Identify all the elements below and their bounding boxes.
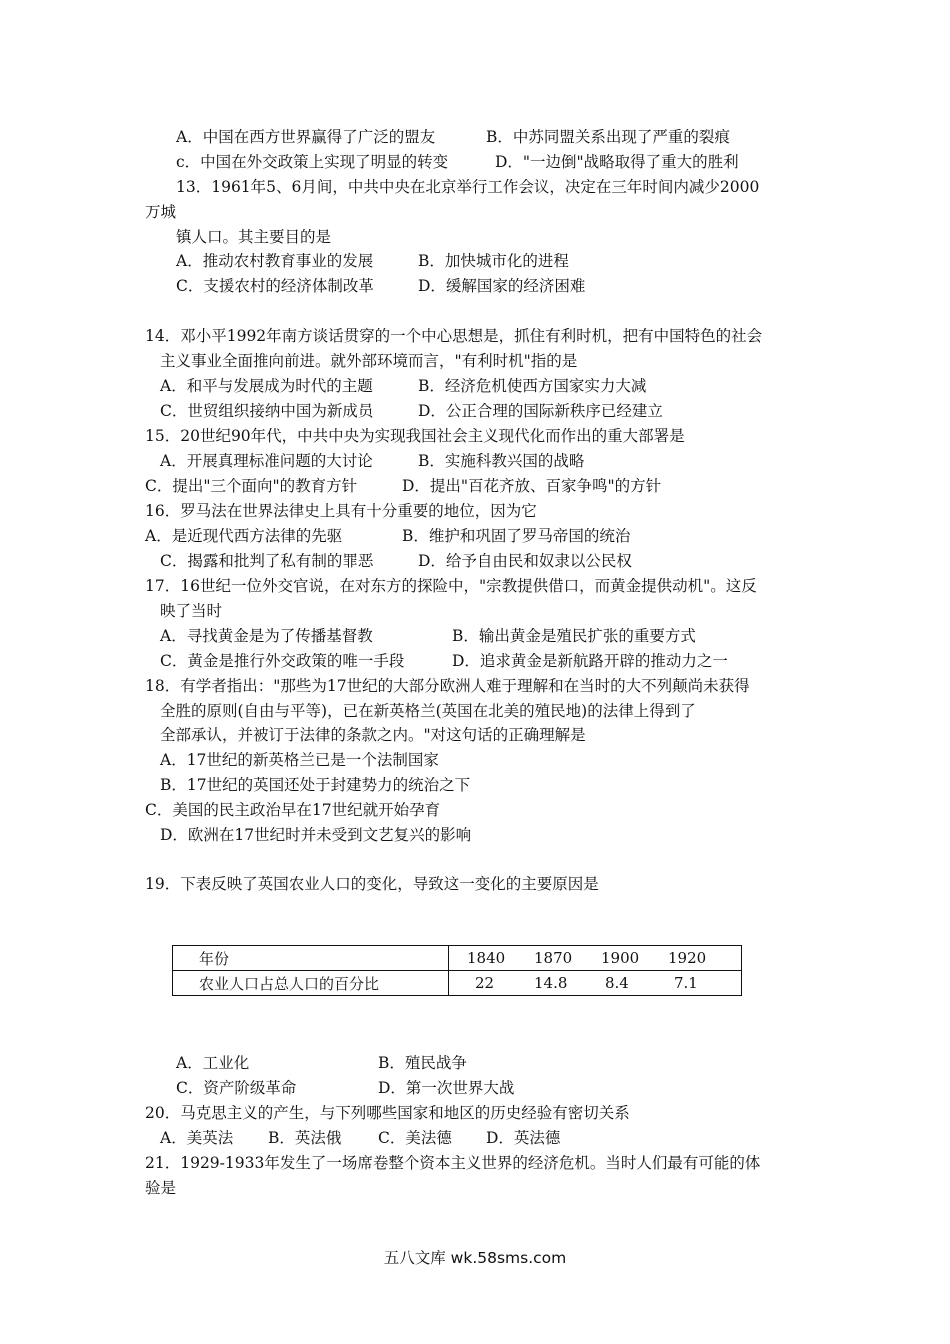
q16-stem-line-1: 16．罗马法在世界法律史上具有十分重要的地位，因为它 [145,502,537,520]
table-years-cell [449,946,742,971]
q17-option-d: D．追求黄金是新航路开辟的推动力之一 [452,652,728,670]
table-row-label: 农业人口占总人口的百分比 [173,971,449,996]
value-cell: 22 [475,974,495,992]
q14-stem-line-2: 主义事业全面推向前进。就外部环境而言，"有利时机"指的是 [160,352,578,370]
q14-stem-line-1: 14．邓小平1992年南方谈话贯穿的一个中心思想是，抓住有利时机，把有中国特色的社会 [145,327,763,345]
q20-option-c: C．美法德 [378,1129,452,1147]
q15-option-a: A．开展真理标准问题的大讨论 [160,452,373,470]
q13-option-b: B．加快城市化的进程 [418,252,569,270]
year-cell: 1900 [601,949,640,967]
year-cell: 1870 [534,949,573,967]
q13-stem-line-2: 万城 [145,203,177,221]
q21-stem-line-2: 验是 [145,1179,177,1197]
q14-option-c: C．世贸组织接纳中国为新成员 [160,402,374,420]
q15-option-d: D．提出"百花齐放、百家争鸣"的方针 [402,477,662,495]
q12-option-d: D．"一边倒"战略取得了重大的胜利 [495,153,739,171]
q18-option-b: B．17世纪的英国还处于封建势力的统治之下 [160,776,471,794]
q13-stem-line-3: 镇人口。其主要目的是 [176,228,332,246]
q20-option-b: B．英法俄 [268,1129,342,1147]
q18-stem-line-2: 全胜的原则(自由与平等)，已在新英格兰(英国在北美的殖民地)的法律上得到了 [160,702,696,720]
table-header-label: 年份 [173,946,449,971]
q16-option-b: B．维护和巩固了罗马帝国的统治 [402,527,631,545]
q16-option-c: C．揭露和批判了私有制的罪恶 [160,552,374,570]
page-footer: 五八文库 wk.58sms.com [383,1249,567,1267]
q13-option-a: A．推动农村教育事业的发展 [176,252,374,270]
q19-option-b: B．殖民战争 [378,1054,467,1072]
value-cell: 14.8 [534,974,568,992]
q12-option-a: A．中国在西方世界赢得了广泛的盟友 [176,128,436,146]
q13-option-d: D．缓解国家的经济困难 [418,277,586,295]
value-cell: 7.1 [674,974,698,992]
q14-option-b: B．经济危机使西方国家实力大减 [418,377,647,395]
q14-option-d: D．公正合理的国际新秩序已经建立 [418,402,663,420]
q18-option-a: A．17世纪的新英格兰已是一个法制国家 [160,751,439,769]
q20-stem-line-1: 20．马克思主义的产生，与下列哪些国家和地区的历史经验有密切关系 [145,1104,630,1122]
q12-option-b: B．中苏同盟关系出现了严重的裂痕 [486,128,730,146]
q15-option-c: C．提出"三个面向"的教育方针 [145,477,358,495]
q15-stem-line-1: 15．20世纪90年代，中共中央为实现我国社会主义现代化而作出的重大部署是 [145,427,685,445]
q14-option-a: A．和平与发展成为时代的主题 [160,377,373,395]
q21-stem-line-1: 21．1929-1933年发生了一场席卷整个资本主义世界的经济危机。当时人们最有可能的体 [145,1154,761,1172]
q18-stem-line-1: 18．有学者指出："那些为17世纪的大部分欧洲人难于理解和在当时的大不列颠尚未获得 [145,677,750,695]
population-table [172,945,742,996]
q18-option-d: D．欧洲在17世纪时并未受到文艺复兴的影响 [160,826,472,844]
q17-stem-line-1: 17．16世纪一位外交官说，在对东方的探险中，"宗教提供借口，而黄金提供动机"。这反 [145,577,757,595]
q13-option-c: C．支援农村的经济体制改革 [176,277,374,295]
q18-stem-line-3: 全部承认，并被订于法律的条款之内。"对这句话的正确理解是 [160,726,586,744]
q20-option-a: A．美英法 [160,1129,234,1147]
q19-option-a: A．工业化 [176,1054,250,1072]
year-cell: 1840 [467,949,506,967]
q16-option-d: D．给予自由民和奴隶以公民权 [418,552,632,570]
q17-option-a: A．寻找黄金是为了传播基督教 [160,627,373,645]
q16-option-a: A．是近现代西方法律的先驱 [145,527,343,545]
q18-option-c: C．美国的民主政治早在17世纪就开始孕育 [145,801,441,819]
q15-option-b: B．实施科教兴国的战略 [418,452,585,470]
table-row [173,946,742,971]
table-values-cell [449,971,742,996]
year-cell: 1920 [668,949,707,967]
q13-stem-line-1: 13．1961年5、6月间，中共中央在北京举行工作会议，决定在三年时间内减少2000 [176,178,760,196]
q17-option-b: B．输出黄金是殖民扩张的重要方式 [452,627,696,645]
q12-option-c: c．中国在外交政策上实现了明显的转变 [176,153,449,171]
q19-stem-line-1: 19．下表反映了英国农业人口的变化，导致这一变化的主要原因是 [145,875,599,893]
table-row [173,971,742,996]
q19-option-d: D．第一次世界大战 [378,1079,515,1097]
q17-option-c: C．黄金是推行外交政策的唯一手段 [160,652,405,670]
q19-option-c: C．资产阶级革命 [176,1079,297,1097]
q20-option-d: D．英法德 [486,1129,561,1147]
q17-stem-line-2: 映了当时 [160,602,223,620]
value-cell: 8.4 [605,974,629,992]
